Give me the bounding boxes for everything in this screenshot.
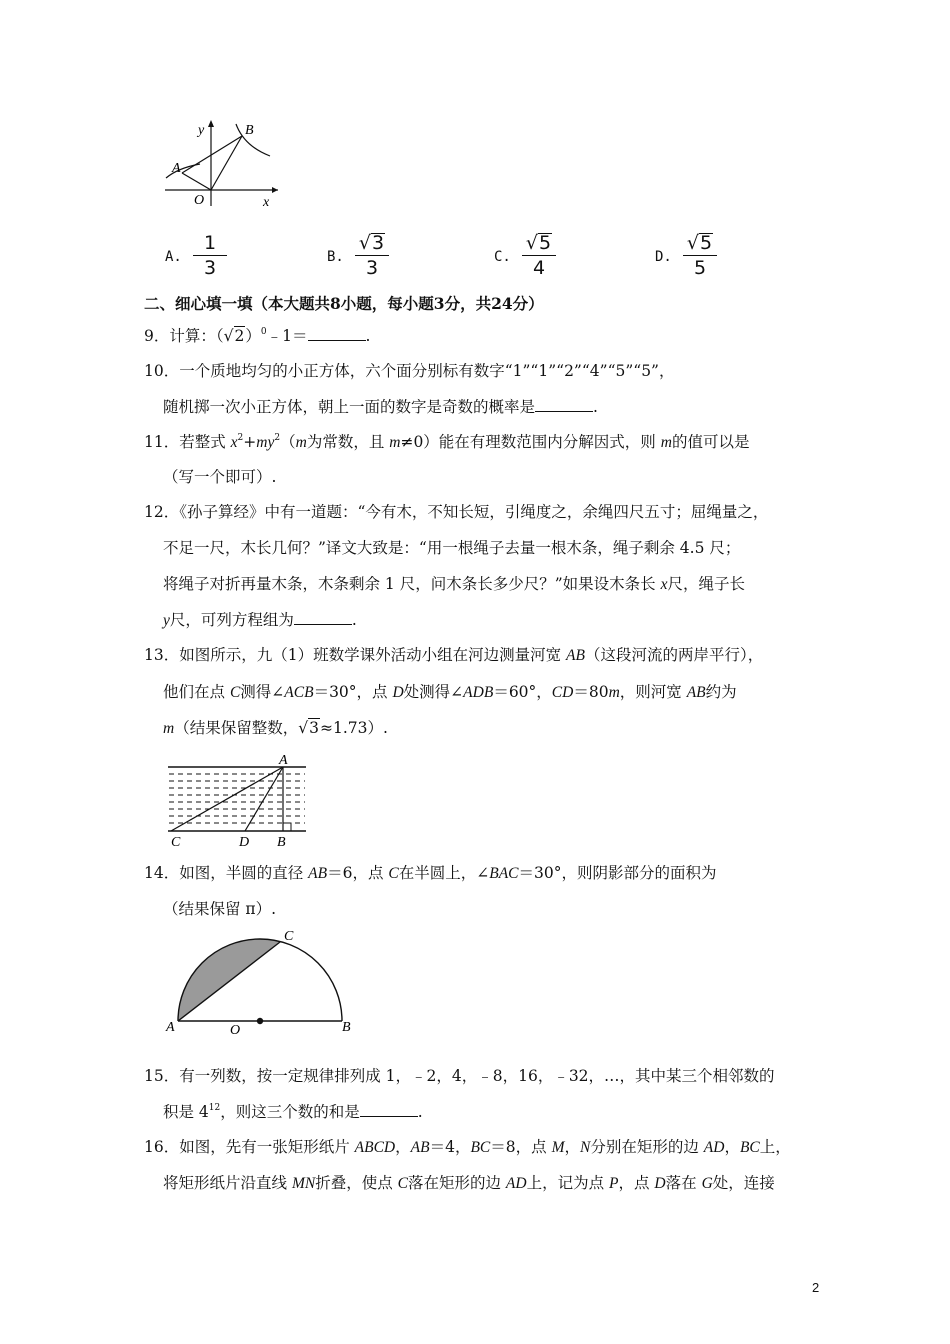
answer-blank[interactable] [294, 610, 352, 625]
option-label: A. [165, 249, 182, 265]
fraction: √5 5 [680, 232, 720, 279]
sqrt-sign: √ [358, 232, 371, 254]
svg-text:A: A [279, 753, 288, 768]
figure-q8 [160, 118, 280, 210]
question-13-line3: m（结果保留整数，√3≈1.73）. [163, 719, 388, 737]
svg-text:D: D [239, 835, 250, 850]
option-label: B. [327, 249, 344, 265]
option-label: C. [494, 249, 511, 265]
question-15-line2: 积是 $4^{12}$，则这三个数的和是 . [163, 1103, 423, 1121]
question-9: 9．计算：$(√2)^0﹣1=$ . [144, 327, 371, 345]
svg-text:x: x [263, 195, 270, 210]
option-label: D. [655, 249, 672, 265]
answer-blank[interactable] [308, 326, 366, 341]
answer-blank[interactable] [535, 397, 593, 412]
sqrt-sign: √ [686, 232, 699, 254]
option-a[interactable] [165, 232, 255, 282]
option-c[interactable] [494, 232, 584, 282]
question-11-line1: 11．若整式 $x^2+my^2(m$为常数，且 m≠0）能在有理数范围内分解因式，则 m的值可以是 [144, 433, 750, 451]
section-title: 二、细心填一填（本大题共8小题，每小题3分，共24分） [144, 294, 544, 313]
fraction: 1 3 [190, 232, 230, 279]
question-11-line2: （写一个即可）. [163, 468, 277, 486]
svg-text:B: B [277, 835, 286, 850]
svg-text:A: A [166, 1020, 175, 1035]
figure-q13 [163, 752, 313, 850]
figure-q14 [160, 925, 365, 1037]
question-10-line2: 随机掷一次小正方体，朝上一面的数字是奇数的概率是 . [163, 398, 598, 416]
question-12-line4: y尺，可列方程组为 . [163, 611, 357, 629]
question-16-line2: 将矩形纸片沿直线 MN折叠，使点 C落在矩形的边 AD上，记为点 P，点 D落在 G处，连接 [163, 1174, 775, 1192]
sqrt-sign: √ [525, 232, 538, 254]
svg-text:C: C [284, 929, 294, 944]
question-14-line2: （结果保留 π）. [163, 900, 277, 918]
question-15-line1: 15．有一列数，按一定规律排列成 1，﹣2，4，﹣8，16，﹣32，…，其中某三个相邻数的 [144, 1067, 775, 1085]
option-d[interactable] [655, 232, 745, 282]
page-number: 2 [812, 1280, 820, 1295]
question-12-line3: 将绳子对折再量木条，木条剩余 1 尺，问木条长多少尺？”如果设木条长 x尺，绳子长 [163, 575, 745, 593]
question-12-line1: 12．《孙子算经》中有一道题：“今有木，不知长短，引绳度之，余绳四尺五寸；屈绳量之， [144, 503, 769, 521]
svg-text:C: C [171, 835, 181, 850]
svg-text:A: A [172, 161, 181, 176]
question-13-line2: 他们在点 C测得∠ACB＝30°，点 D处测得∠ADB＝60°，CD＝80m，则河宽 AB约为 [163, 683, 737, 701]
svg-text:B: B [342, 1020, 351, 1035]
question-12-line2: 不足一尺，木长几何？”译文大致是：“用一根绳子去量一根木条，绳子剩余 4.5 尺； [163, 539, 741, 557]
question-16-line1: 16．如图，先有一张矩形纸片 ABCD，AB＝4，BC＝8，点 M，N分别在矩形的边 AD，BC上， [144, 1138, 791, 1156]
question-13-line1: 13．如图所示，九（1）班数学课外活动小组在河边测量河宽 AB（这段河流的两岸平行）， [144, 646, 764, 664]
fraction: √5 4 [519, 232, 559, 279]
answer-blank[interactable] [360, 1102, 418, 1117]
fraction: √3 3 [352, 232, 392, 279]
question-14-line1: 14．如图，半圆的直径 AB＝6，点 C在半圆上，∠BAC＝30°，则阴影部分的面积为 [144, 864, 717, 882]
svg-text:O: O [194, 193, 205, 208]
svg-text:O: O [230, 1023, 241, 1037]
option-b[interactable] [327, 232, 417, 282]
svg-text:y: y [198, 123, 205, 138]
question-10-line1: 10．一个质地均匀的小正方体，六个面分别标有数字“1”“1”“2”“4”“5”“5”， [144, 362, 675, 380]
svg-text:B: B [245, 123, 254, 138]
